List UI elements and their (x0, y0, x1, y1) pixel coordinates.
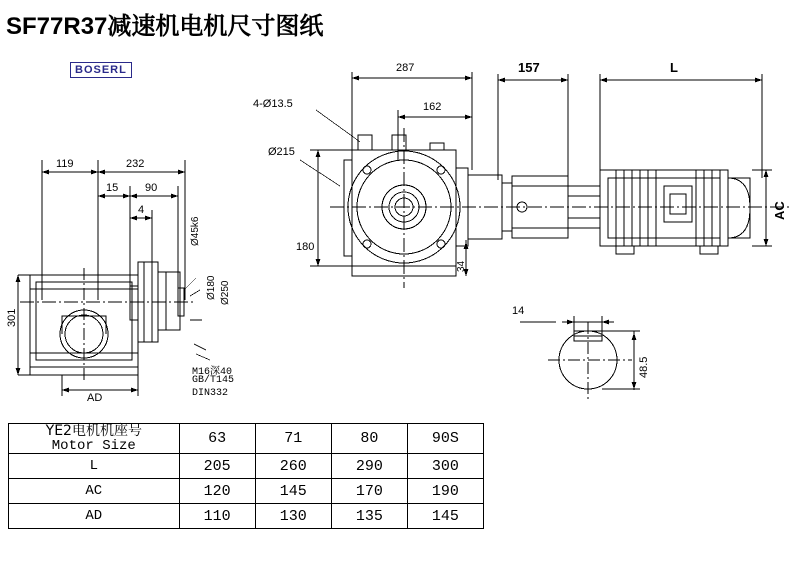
dim-157: 157 (518, 60, 540, 75)
row-AC-value-3: 190 (407, 479, 483, 504)
dim-d250: Ø250 (220, 280, 231, 305)
row-AD-value-1: 130 (255, 504, 331, 529)
table-header-label (9, 424, 180, 454)
row-AC-value-2: 170 (331, 479, 407, 504)
brand-logo: BOSERL (70, 62, 132, 78)
row-label-L: L (9, 454, 180, 479)
dim-287: 287 (396, 62, 415, 74)
dim-15: 15 (106, 182, 119, 194)
dim-162: 162 (423, 101, 442, 113)
dim-d180: Ø180 (206, 275, 217, 300)
row-label-AD: AD (9, 504, 180, 529)
dim-180: 180 (296, 241, 315, 253)
row-AD-value-3: 145 (407, 504, 483, 529)
dim-34: 34 (456, 260, 467, 272)
dim-119: 119 (56, 158, 74, 170)
dim-d215: Ø215 (268, 146, 295, 158)
row-AC-value-1: 145 (255, 479, 331, 504)
page-title: SF77R37减速机电机尺寸图纸 (6, 13, 324, 40)
motor-size-table (8, 423, 484, 529)
table-row (9, 504, 484, 529)
dim-d45k6: Ø45k6 (190, 216, 201, 246)
note-gbt145: GB/T145 (192, 375, 235, 386)
dim-AC-main: AC (772, 201, 787, 220)
row-L-value-3: 300 (407, 454, 483, 479)
note-m16: M16深40 (192, 367, 233, 378)
table-header-row (9, 424, 484, 454)
table-header-size-1: 71 (255, 424, 331, 454)
dim-4x13.5: 4-Ø13.5 (253, 98, 293, 110)
dim-4: 4 (138, 204, 145, 216)
note-din332: DIN332 (192, 388, 229, 399)
table-header-size-2: 80 (331, 424, 407, 454)
dim-14: 14 (512, 305, 525, 317)
dim-232: 232 (126, 158, 145, 170)
row-L-value-0: 205 (179, 454, 255, 479)
row-AD-value-0: 110 (179, 504, 255, 529)
table-header-label-en: Motor Size (51, 437, 136, 454)
row-L-value-2: 290 (331, 454, 407, 479)
table-header-size-0: 63 (179, 424, 255, 454)
row-AD-value-2: 135 (331, 504, 407, 529)
dim-90: 90 (145, 182, 158, 194)
table-header-size-3: 90S (407, 424, 483, 454)
row-label-AC: AC (9, 479, 180, 504)
dim-48.5: 48.5 (638, 356, 650, 378)
table-row (9, 479, 484, 504)
row-AC-value-0: 120 (179, 479, 255, 504)
row-L-value-1: 260 (255, 454, 331, 479)
dim-AD-left: AD (87, 392, 103, 404)
dim-L: L (670, 60, 678, 75)
dim-301: 301 (6, 308, 18, 327)
table-row (9, 454, 484, 479)
table-header-label-cn: YE2电机机座号 (45, 423, 142, 439)
